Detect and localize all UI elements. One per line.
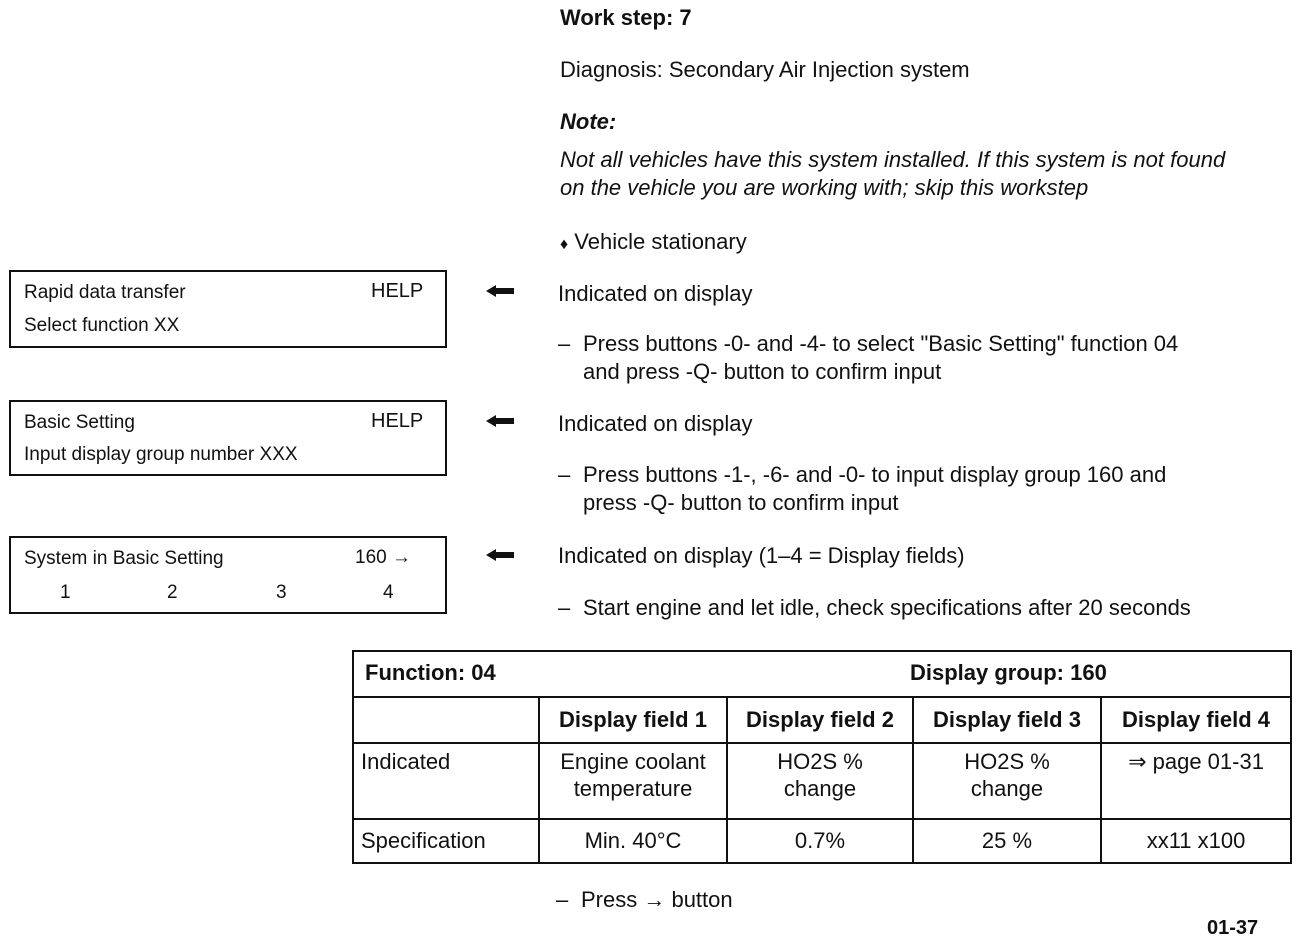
table-cell: xx11 x100 [1101, 819, 1291, 863]
page-number: 01-37 [1207, 917, 1259, 939]
page-reference-link[interactable]: ⇒ page 01-31 [1128, 749, 1264, 774]
display-field-2: 2 [167, 582, 178, 603]
display-box-2 [9, 400, 447, 476]
instruction-2 [558, 461, 1167, 489]
instruction-3-text: Start engine and let idle, check specifications after 20 seconds [583, 595, 1191, 620]
table-cell [1101, 743, 1291, 819]
instruction-1-line-1: Press buttons -0- and -4- to select "Basic Setting" function 04 [583, 331, 1179, 356]
bullet-icon: ♦ [560, 236, 569, 253]
display-field-4: 4 [383, 582, 394, 603]
note-line-2: on the vehicle you are working with; skip this workstep [560, 175, 1089, 200]
empty-header-cell [353, 697, 539, 743]
condition-text: Vehicle stationary [574, 229, 747, 254]
row-label-indicated: Indicated [353, 743, 539, 819]
note-heading: Note: [560, 109, 617, 134]
cell-line: change [970, 776, 1044, 801]
table-cell [539, 743, 727, 819]
display-box-3 [9, 536, 447, 614]
table-cell [727, 743, 913, 819]
display-1-line-1: Rapid data transfer [24, 282, 186, 303]
instruction-2-line-1: Press buttons -1-, -6- and -0- to input display group 160 and [583, 462, 1167, 487]
indicated-on-display-3: Indicated on display (1–4 = Display fields) [558, 543, 965, 568]
dash: – [558, 462, 571, 487]
instruction-3 [558, 594, 1191, 622]
row-label-specification: Specification [353, 819, 539, 863]
pointer-arrow-icon [486, 284, 514, 298]
display-1-help: HELP [371, 280, 424, 302]
table-cell: 25 % [913, 819, 1101, 863]
display-field-3: 3 [276, 582, 287, 603]
table-row [353, 819, 1291, 863]
display-2-help: HELP [371, 410, 424, 432]
final-instruction-text: Press → button [581, 887, 733, 912]
display-field-1: 1 [60, 582, 71, 603]
table-header-row [353, 651, 1291, 697]
display-3-line-1: System in Basic Setting [24, 548, 224, 569]
display-1-line-2: Select function XX [24, 315, 180, 336]
cell-line: HO2S % [777, 749, 863, 774]
column-header: Display field 1 [539, 697, 727, 743]
note-line-1: Not all vehicles have this system installed. If this system is not found [560, 147, 1226, 172]
table-column-header-row [353, 697, 1291, 743]
pointer-arrow-icon [486, 414, 514, 428]
work-step-heading: Work step: 7 [560, 5, 692, 30]
function-label: Function: 04 [365, 660, 496, 685]
dash: – [558, 595, 571, 620]
cell-line: temperature [573, 776, 693, 801]
instruction-2-line-2: press -Q- button to confirm input [583, 490, 899, 515]
cell-line: Engine coolant [560, 749, 706, 774]
diagnosis-title: Diagnosis: Secondary Air Injection system [560, 57, 970, 82]
indicated-on-display-2: Indicated on display [558, 411, 753, 436]
display-2-line-1: Basic Setting [24, 412, 135, 433]
display-2-line-2: Input display group number XXX [24, 444, 298, 465]
display-group-label: Display group: 160 [910, 660, 1107, 685]
indicated-on-display-1: Indicated on display [558, 281, 753, 306]
table-header-cell [353, 651, 1291, 697]
table-cell [913, 743, 1101, 819]
table-cell: Min. 40°C [539, 819, 727, 863]
dash: – [558, 331, 571, 356]
instruction-1-line-2: and press -Q- button to confirm input [583, 359, 942, 384]
display-box-1 [9, 270, 447, 348]
column-header: Display field 2 [727, 697, 913, 743]
table-row [353, 743, 1291, 819]
instruction-1 [558, 330, 1179, 358]
dash: – [556, 887, 569, 912]
column-header: Display field 4 [1101, 697, 1291, 743]
specification-table [352, 650, 1292, 864]
pointer-arrow-icon [486, 548, 514, 562]
condition-item [560, 228, 747, 259]
cell-line: change [783, 776, 857, 801]
final-instruction [556, 886, 733, 914]
cell-line: HO2S % [964, 749, 1050, 774]
column-header: Display field 3 [913, 697, 1101, 743]
display-3-group: 160 → [355, 547, 411, 568]
table-cell: 0.7% [727, 819, 913, 863]
